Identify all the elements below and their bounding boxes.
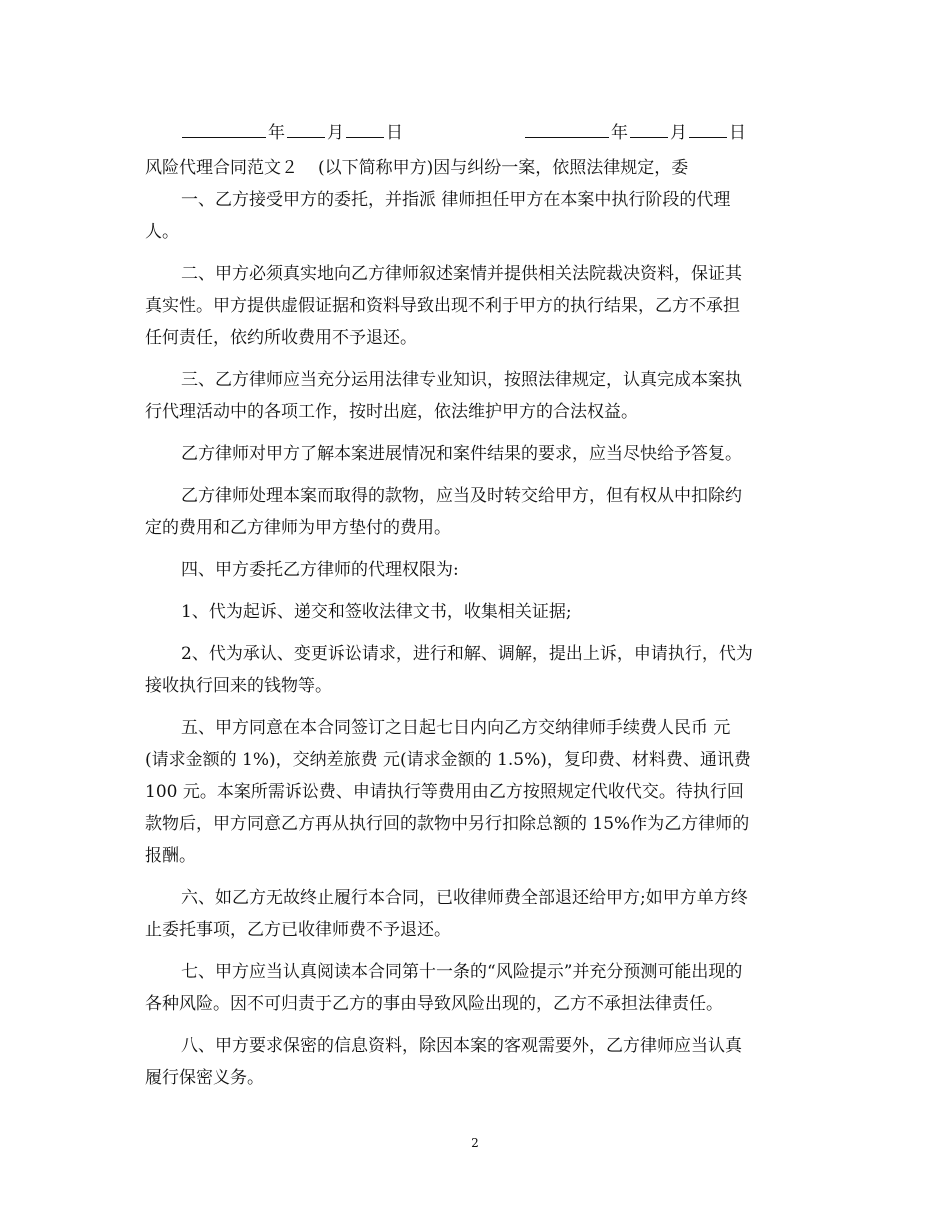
day-blank [346,121,384,138]
heading-continuation: (以下简称甲方)因与纠纷一案，依照法律规定，委 [318,158,689,178]
page-number: 2 [471,1136,479,1150]
paragraph-line: 报酬。 [145,846,196,866]
paragraph [145,258,815,354]
paragraph-line: 八、甲方要求保密的信息资料，除因本案的客观需要外，乙方律师应当认真 [181,1036,742,1056]
date-field-right [525,118,748,143]
paragraph-line: 五、甲方同意在本合同签订之日起七日内向乙方交纳律师手续费人民币 元 [181,718,731,738]
month-blank [630,121,668,138]
paragraph-line: 款物后，甲方同意乙方再从执行回的款物中另行扣除总额的 15%作为乙方律师的 [145,814,750,834]
paragraph-line: 四、甲方委托乙方律师的代理权限为: [181,560,459,580]
paragraph-line: (请求金额的 1%)，交纳差旅费 元(请求金额的 1.5%)，复印费、材料费、通讯费 [145,750,751,770]
paragraph [145,364,815,428]
year-blank [182,121,266,138]
date-field-left [182,118,405,143]
paragraph [145,480,815,544]
contract-heading [145,152,815,184]
year-label: 年 [611,123,628,143]
month-label: 月 [670,123,687,143]
paragraph-line: 人。 [145,222,179,242]
month-label: 月 [327,123,344,143]
paragraph [145,712,815,872]
paragraph-line: 履行保密义务。 [145,1068,264,1088]
paragraph [145,554,815,586]
contract-body [145,152,815,1094]
paragraph [145,1030,815,1094]
paragraph-line: 乙方律师处理本案而取得的款物，应当及时转交给甲方，但有权从中扣除约 [181,486,742,506]
paragraph [145,596,815,628]
paragraph-line: 真实性。甲方提供虚假证据和资料导致出现不利于甲方的执行结果，乙方不承担 [145,296,740,316]
paragraph-line: 定的费用和乙方律师为甲方垫付的费用。 [145,518,451,538]
day-blank [689,121,727,138]
paragraph-line: 100 元。本案所需诉讼费、申请执行等费用由乙方按照规定代收代交。待执行回 [145,782,744,802]
paragraph-line: 各种风险。因不可归责于乙方的事由导致风险出现的，乙方不承担法律责任。 [145,994,723,1014]
paragraph-line: 止委托事项，乙方已收律师费不予退还。 [145,920,451,940]
paragraph-line: 一、乙方接受甲方的委托，并指派 律师担任甲方在本案中执行阶段的代理 [181,190,731,210]
paragraph-line: 行代理活动中的各项工作，按时出庭，依法维护甲方的合法权益。 [145,402,638,422]
year-blank [525,121,609,138]
paragraph [145,184,815,248]
paragraph-line: 2、代为承认、变更诉讼请求，进行和解、调解，提出上诉，申请执行，代为 [181,644,753,664]
paragraph-list [145,184,815,1094]
paragraph-line: 七、甲方应当认真阅读本合同第十一条的“风险提示”并充分预测可能出现的 [181,962,743,982]
day-label: 日 [386,123,403,143]
paragraph-line: 1、代为起诉、递交和签收法律文书，收集相关证据; [181,602,572,622]
paragraph [145,882,815,946]
contract-title: 风险代理合同范文２ [145,158,298,178]
paragraph-line: 三、乙方律师应当充分运用法律专业知识，按照法律规定，认真完成本案执 [181,370,742,390]
paragraph [145,438,815,470]
paragraph-line: 任何责任，依约所收费用不予退还。 [145,328,417,348]
paragraph-line: 六、如乙方无故终止履行本合同，已收律师费全部退还给甲方;如甲方单方终 [181,888,748,908]
paragraph-line: 二、甲方必须真实地向乙方律师叙述案情并提供相关法院裁决资料，保证其 [181,264,742,284]
month-blank [287,121,325,138]
paragraph-line: 接收执行回来的钱物等。 [145,676,332,696]
year-label: 年 [268,123,285,143]
signature-date-row [0,118,950,146]
paragraph [145,956,815,1020]
paragraph [145,638,815,702]
paragraph-line: 乙方律师对甲方了解本案进展情况和案件结果的要求，应当尽快给予答复。 [181,444,742,464]
day-label: 日 [729,123,746,143]
